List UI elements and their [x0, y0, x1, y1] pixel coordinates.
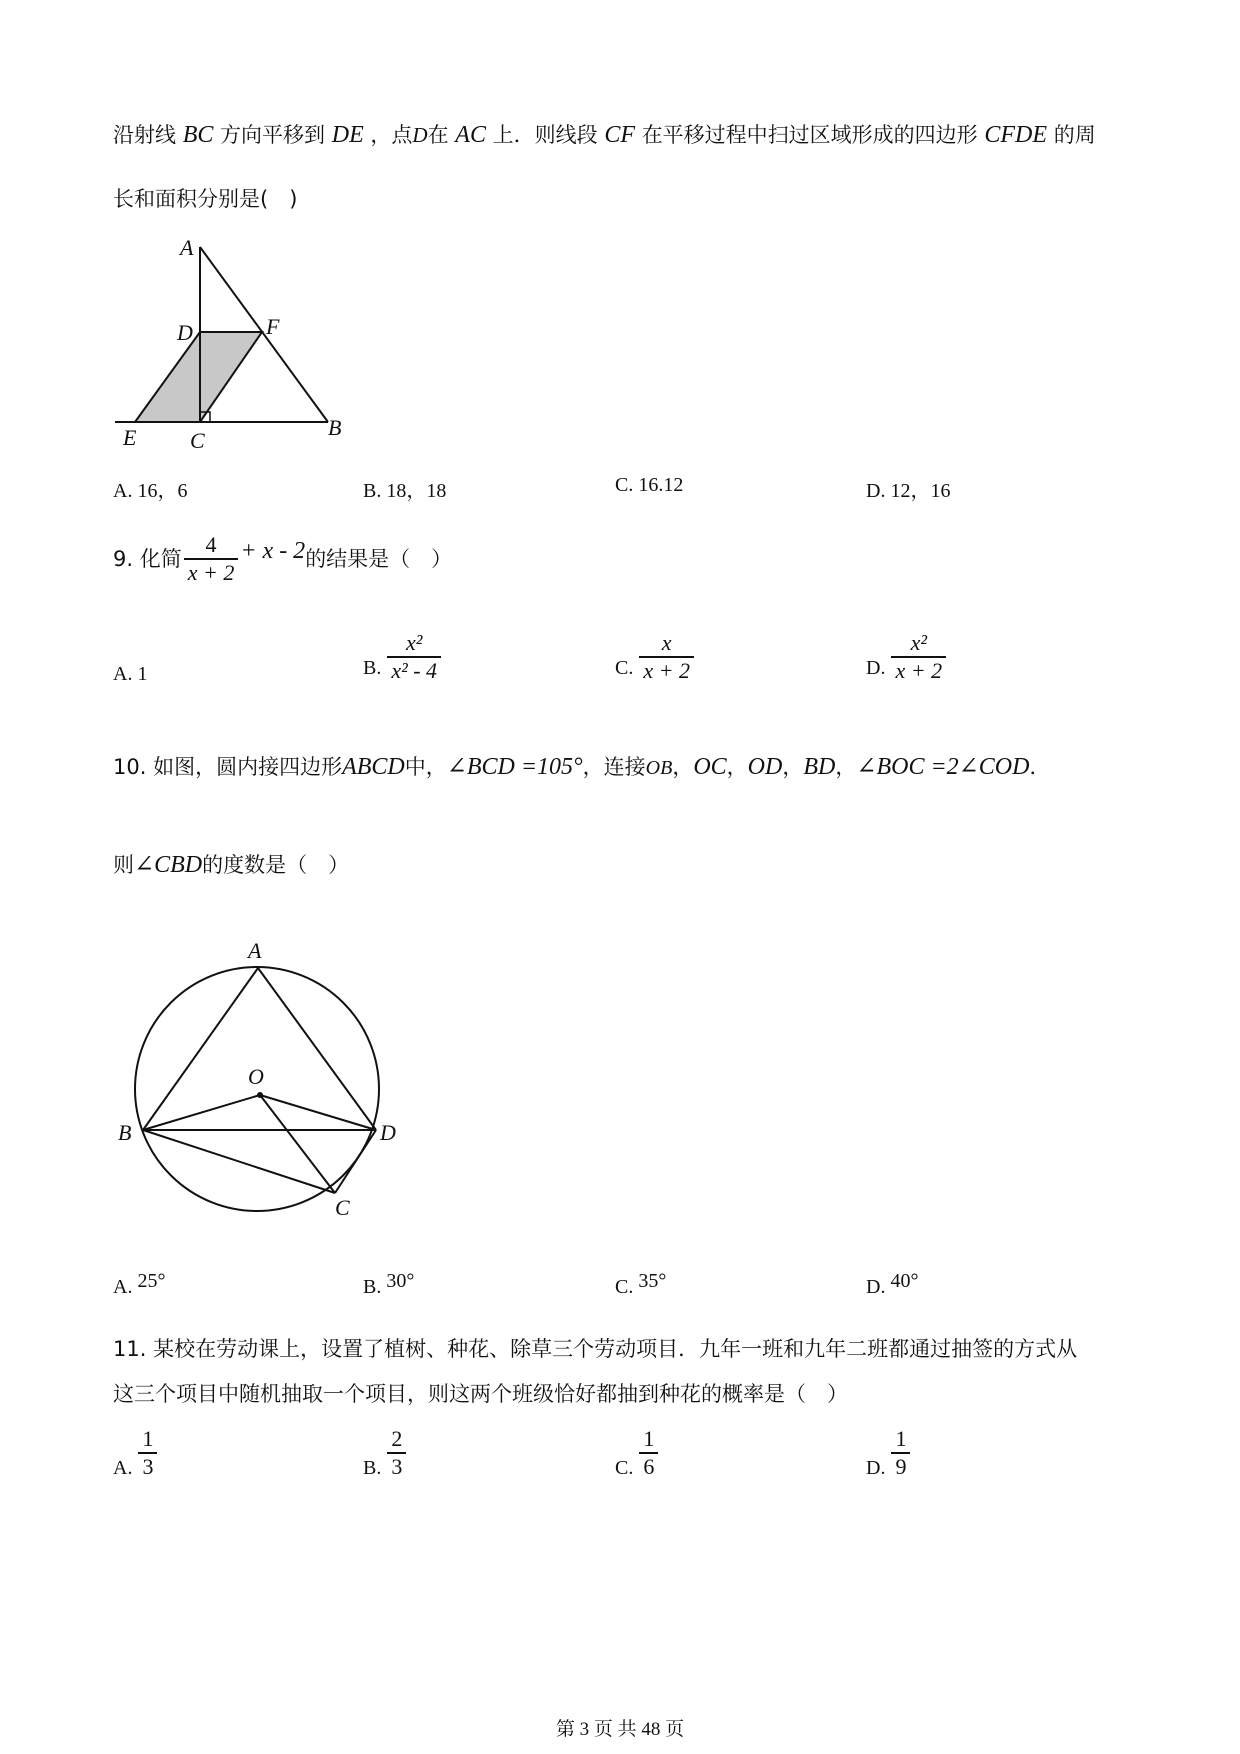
q10-option-a[interactable]: A. 25° [113, 1270, 166, 1298]
text: 方向平移到 [220, 123, 326, 147]
q8-option-d[interactable]: D. 12，16 [866, 480, 951, 502]
q9-option-b[interactable]: B. $\frac{\text{x²}}{\text{x² - 4}}$ [363, 630, 441, 684]
math: D [412, 123, 428, 147]
text: 的周 [1053, 123, 1096, 147]
text: 的结果是（ ） [305, 546, 453, 571]
center-point-o [257, 1092, 263, 1098]
text: ，点 [370, 123, 413, 147]
svg-text:B: B [118, 1120, 132, 1145]
q9-option-c[interactable]: C. $\frac{x}{x + 2}$ [615, 630, 694, 684]
q9-stem [113, 532, 452, 586]
q10-stem-line2: 则∠CBD的度数是（ ） [113, 852, 350, 878]
svg-text:F: F [266, 314, 280, 339]
svg-text:A: A [180, 235, 194, 260]
page-number-footer: 第 3 页 共 48 页 [555, 1719, 685, 1740]
math: BC [182, 122, 214, 148]
q8-option-b[interactable]: B. 18，18 [363, 480, 447, 502]
svg-text:A: A [248, 938, 262, 963]
q11-option-c[interactable]: C. $\frac{1}{6}$ [615, 1426, 658, 1480]
q9-option-a[interactable]: A. 1 [113, 663, 148, 685]
q11-option-a[interactable]: A. $\frac{1}{3}$ [113, 1426, 157, 1480]
shaded-parallelogram-cfde [135, 332, 262, 422]
text: 在 [427, 123, 449, 147]
q11-option-b[interactable]: B. $\frac{2}{3}$ [363, 1426, 406, 1480]
q9-option-d[interactable]: D. $\frac{\text{x²}}{x + 2}$ [866, 630, 946, 684]
q8-stem-line2: 长和面积分别是( ) [113, 187, 298, 211]
text: 上．则线段 [492, 123, 598, 147]
q10-option-c[interactable]: C. 35° [615, 1270, 667, 1298]
text: 沿射线 [113, 123, 176, 147]
q10-option-b[interactable]: B. 30° [363, 1270, 415, 1298]
svg-text:D: D [380, 1120, 396, 1145]
text: 在平移过程中扫过区域形成的四边形 [641, 123, 978, 147]
q10-stem-line1: 10. 如图，圆内接四边形ABCD中，∠BCD =105°，连接OB，OC，OD，BD，∠BOC =2∠COD． [113, 754, 1051, 780]
svg-text:B: B [328, 415, 342, 440]
svg-text:E: E [123, 425, 137, 450]
math: + x - 2 [240, 537, 306, 564]
fraction: $\frac{4}{x + 2}$ [184, 532, 239, 586]
math: AC [455, 122, 486, 148]
svg-text:O: O [248, 1064, 264, 1089]
q11-stem-line2: 这三个项目中随机抽取一个项目，则这两个班级恰好都抽到种花的概率是（ ） [113, 1382, 848, 1406]
q10-option-d[interactable]: D. 40° [866, 1270, 919, 1298]
q10-figure-inscribed-quadrilateral [110, 930, 410, 1220]
svg-text:D: D [177, 320, 193, 345]
q8-figure-translation-diagram [110, 235, 360, 450]
math: CFDE [984, 122, 1048, 148]
question-number-text: 9. 化简 [113, 546, 182, 571]
svg-text:C: C [190, 428, 205, 450]
q11-stem-line1: 11. 某校在劳动课上，设置了植树、种花、除草三个劳动项目．九年一班和九年二班都通过抽签的方式从 [113, 1337, 1078, 1361]
svg-text:C: C [335, 1195, 350, 1220]
q11-option-d[interactable]: D. $\frac{1}{9}$ [866, 1426, 910, 1480]
q8-option-a[interactable]: A. 16，6 [113, 480, 188, 502]
q8-stem-line1 [113, 120, 1096, 150]
math: CF [604, 122, 635, 148]
q8-option-c[interactable]: C. 16.12 [615, 474, 684, 496]
math: DE [331, 122, 364, 148]
